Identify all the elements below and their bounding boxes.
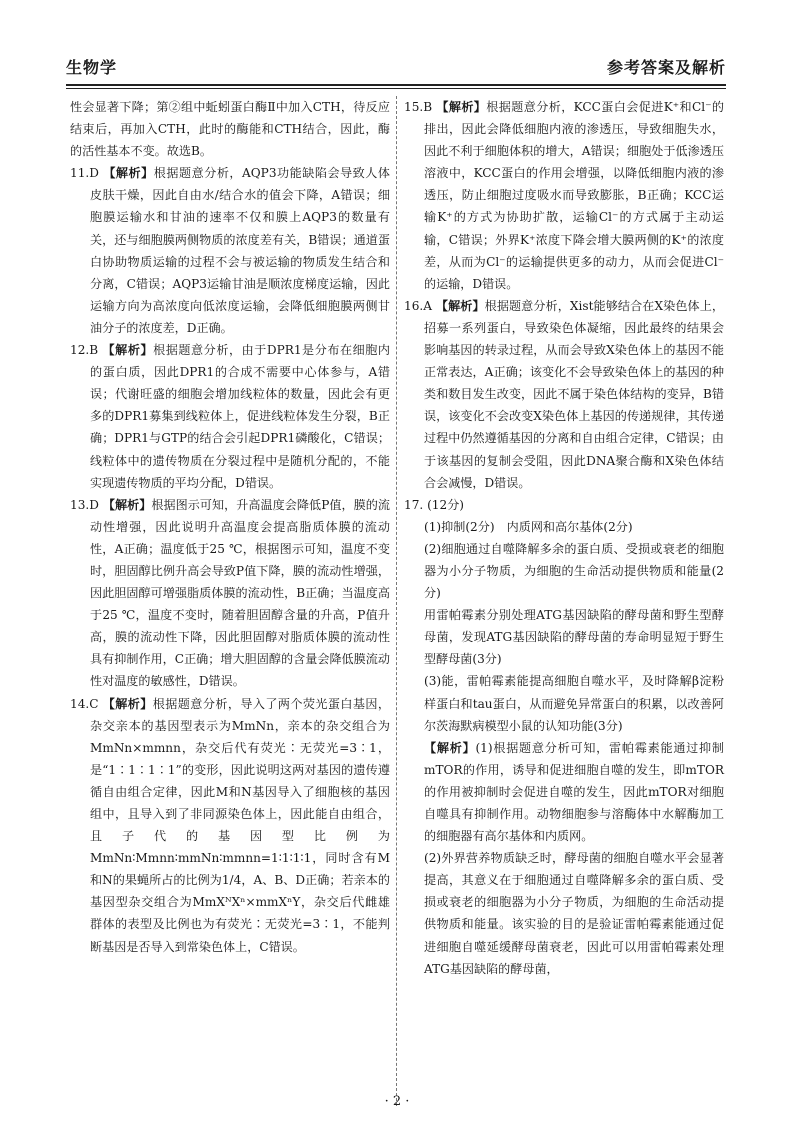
paragraph-text: (1)根据题意分析可知，雷帕霉素能通过抑制mTOR的作用，诱导和促进细胞自噬的发生，即mTOR的作用被抑制时会促进自噬的发生，因此mTOR对细胞自噬具有抑制作用。动物细胞参与溶酶体中水解酶加工的细胞器有高尔基体和内质网。 [424, 740, 724, 844]
analysis-tag: 【解析】 [103, 166, 154, 181]
answer-item [70, 162, 390, 339]
answer-item [70, 494, 390, 693]
answer-paragraph [404, 538, 724, 604]
left-column [70, 96, 390, 958]
analysis-tag: 【解析】 [102, 497, 152, 512]
page-header [66, 50, 726, 82]
paragraph-text: 根据题意分析，导入了两个荧光蛋白基因，杂交亲本的基因型表示为MmNn，亲本的杂交组合为MmNn×mmnn，杂交后代有荧光∶无荧光=3∶1，是“1∶1∶1∶1”的变形，因此说明这两对基因的遗传遵循自由组合定律，因此M和N基因导入了细胞核的基因组中，且导入到了非同源染色体上，因此能自由组合，且子代的基因型比例为MmNn∶Mmnn∶mmNn∶mmnn=1∶1∶1∶1，同时含有M和N的果蝇所占的比例为1/4，A、B、D正确；若亲本的基因型杂交组合为MmXᴺXⁿ×mmXⁿY，杂交后代雌雄群体的表型及比例也为有荧光∶无荧光=3∶1，不能判断基因是否导入到常染色体上，C错误。 [90, 696, 390, 954]
analysis-tag: 【解析】 [102, 696, 153, 711]
header-rule-thick [66, 84, 726, 86]
paragraph-text: (2)外界营养物质缺乏时，酵母菌的细胞自噬水平会显著提高，其意义在于细胞通过自噬降解多余的蛋白质、受损或衰老的细胞器为小分子物质，为细胞的生命活动提供物质和能量。该实验的目的是验证雷帕霉素能通过促进细胞自噬延缓酵母菌衰老，因此可以用雷帕霉素处理ATG基因缺陷的酵母菌， [424, 851, 724, 976]
answer-paragraph [404, 670, 724, 736]
answer-paragraph [404, 847, 724, 980]
analysis-tag: 【解析】 [435, 298, 485, 313]
header-rule-thin [66, 88, 726, 89]
paragraph-text: 根据题意分析，AQP3功能缺陷会导致人体皮肤干燥，因此自由水/结合水的值会下降，A错误；细胞膜运输水和甘油的速率不仅和膜上AQP3的数量有关，还与细胞膜两侧物质的浓度差有关，B错误；通道蛋白协助物质运输的过程不会与被运输的物质发生结合和分离，C错误；AQP3运输甘油是顺浓度梯度运输，因此运输方向为高浓度向低浓度运输，会降低细胞膜两侧甘油分子的浓度差，D正确。 [90, 166, 390, 335]
item-number: 14.C [70, 696, 99, 711]
paragraph-text: 根据图示可知，升高温度会降低P值，膜的流动性增强，因此说明升高温度会提高脂质体膜的流动性，A正确；温度低于25 ℃，根据图示可知，温度不变时，胆固醇比例升高会导致P值下降，膜的流动性增强，因此胆固醇可增强脂质体膜的流动性，B正确；当温度高于25 ℃，温度不变时，随着胆固醇含量的升高，P值升高，膜的流动性下降，因此胆固醇对脂质体膜的流动性具有抑制作用，C正确；增大胆固醇的含量会降低膜流动性对温度的敏感性，D错误。 [90, 497, 390, 689]
paragraph-text: (1)抑制(2分) 内质网和高尔基体(2分) [424, 519, 633, 534]
item-number: 12.B [70, 343, 99, 358]
analysis-tag: 【解析】 [102, 343, 154, 358]
item-number: 17. [404, 497, 424, 512]
item-number: 11.D [70, 166, 99, 181]
answer-item [404, 96, 724, 295]
answer-paragraph [404, 604, 724, 670]
right-column [404, 96, 724, 980]
paragraph-text: (2)细胞通过自噬降解多余的蛋白质、受损或衰老的细胞器为小分子物质，为细胞的生命活动提供物质和能量(2分) [424, 541, 724, 601]
item-number: 13.D [70, 497, 99, 512]
analysis-tag: 【解析】 [424, 740, 476, 755]
answer-item [404, 494, 724, 516]
column-divider [396, 96, 397, 1106]
paragraph-text: 用雷帕霉素分别处理ATG基因缺陷的酵母菌和野生型酵母菌，发现ATG基因缺陷的酵母菌的寿命明显短于野生型酵母菌(3分) [424, 608, 724, 667]
answer-paragraph [404, 737, 724, 847]
answer-paragraph [70, 96, 390, 162]
section-title: 参考答案及解析 [606, 57, 726, 77]
subject-title: 生物学 [66, 57, 118, 77]
paragraph-text: (12分) [427, 497, 465, 512]
answer-item [404, 295, 724, 494]
item-number: 15.B [404, 100, 433, 114]
paragraph-text: 根据题意分析，Xist能够结合在X染色体上，招募一系列蛋白，导致染色体凝缩，因此最终的结果会影响基因的转录过程，从而会导致X染色体上的基因不能正常表达，A正确；该变化不会导致染色体上的基因的种类和数目发生改变，因此不属于染色体结构的变异，B错误，该变化不会改变X染色体上基因的传递规律，其传递过程中仍然遵循基因的分离和自由组合定律，C错误；由于该基因的复制会受阻，因此DNA聚合酶和X染色体结合会减慢，D错误。 [424, 298, 724, 490]
answer-item [70, 693, 390, 958]
item-number: 16.A [404, 298, 432, 313]
analysis-tag: 【解析】 [436, 100, 487, 114]
answer-item [70, 339, 390, 494]
paragraph-text: 根据题意分析，KCC蛋白会促进K⁺和Cl⁻的排出，因此会降低细胞内液的渗透压，导致细胞失水，因此不利于细胞体积的增大，A错误；细胞处于低渗透压溶液中，KCC蛋白的作用会增强，以降低细胞内液的渗透压，防止细胞过度吸水而导致膨胀，B正确；KCC运输K⁺的方式为协助扩散，运输Cl⁻的方式属于主动运输，C错误；外界K⁺浓度下降会增大膜两侧的K⁺的浓度差，从而为Cl⁻的运输提供更多的动力，从而会促进Cl⁻的运输，D错误。 [424, 100, 724, 291]
paragraph-text: 根据题意分析，由于DPR1是分布在细胞内的蛋白质，因此DPR1的合成不需要中心体参与，A错误；代谢旺盛的细胞会增加线粒体的数量，因此会有更多的DPR1募集到线粒体上，促进线粒体发生分裂，B正确；DPR1与GTP的结合会引起DPR1磷酸化，C错误；线粒体中的遗传物质在分裂过程中是随机分配的，不能实现遗传物质的平均分配，D错误。 [90, 343, 390, 490]
answer-paragraph [404, 516, 724, 538]
paragraph-text: 性会显著下降；第②组中蚯蚓蛋白酶Ⅱ中加入CTH，待反应结束后，再加入CTH，此时的酶能和CTH结合，因此，酶的活性基本不变。故选B。 [70, 100, 390, 159]
page-number: · 2 · [384, 1094, 410, 1109]
paragraph-text: (3)能，雷帕霉素能提高细胞自噬水平，及时降解β淀粉样蛋白和tau蛋白，从而避免异常蛋白的积累，以改善阿尔茨海默病模型小鼠的认知功能(3分) [424, 674, 724, 733]
